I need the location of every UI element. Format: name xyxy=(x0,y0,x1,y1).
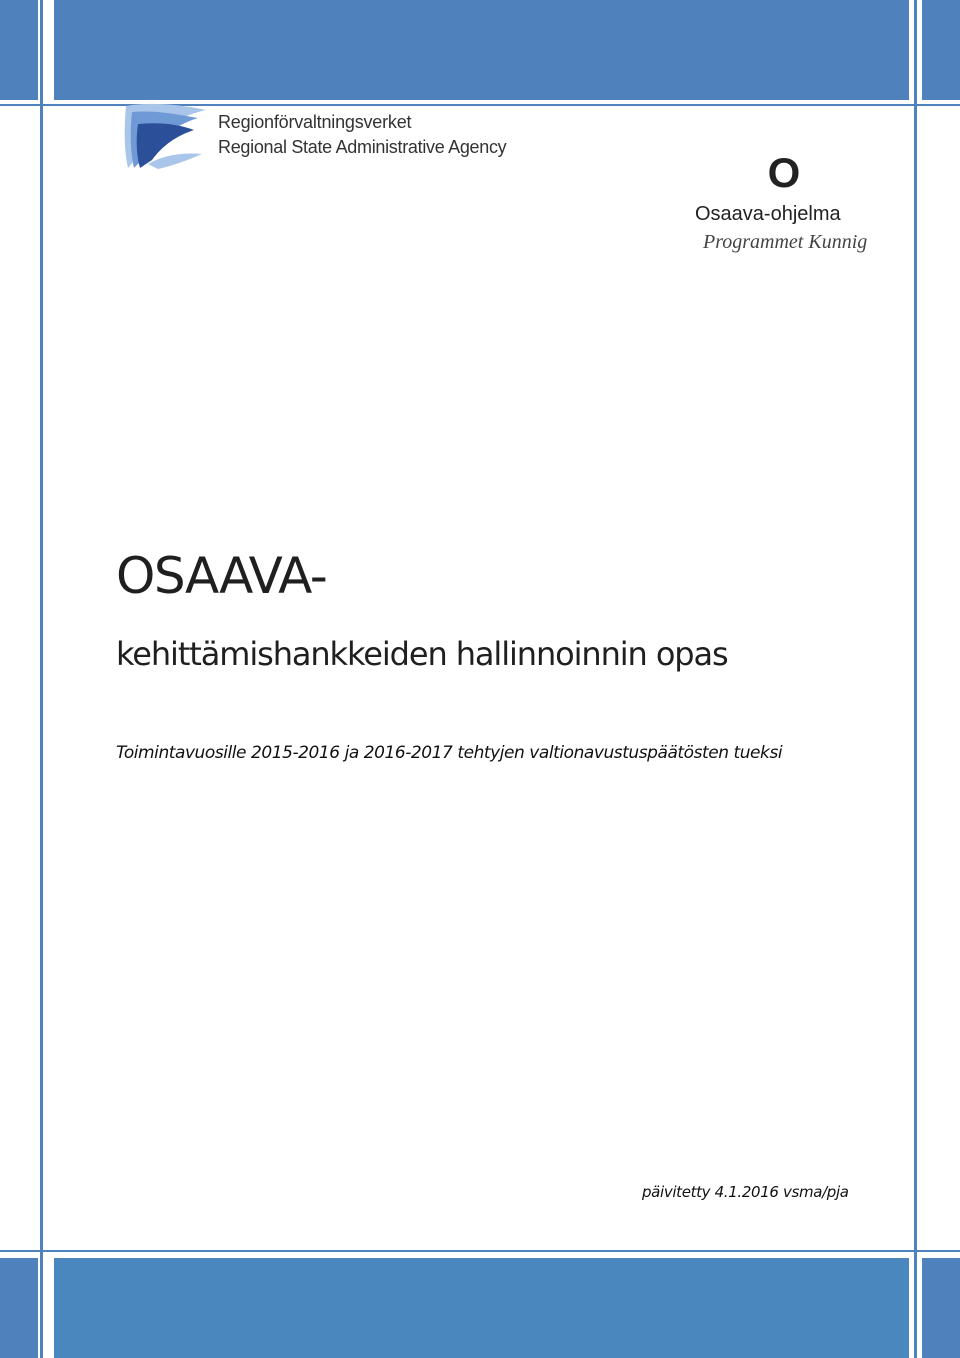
footer-band-right xyxy=(922,1258,960,1358)
document-title-continued: kehittämishankkeiden hallinnoinnin opas xyxy=(116,635,728,673)
footer-rule xyxy=(0,1250,960,1252)
document-title: OSAAVA- xyxy=(116,547,327,605)
document-subtitle: Toimintavuosille 2015-2016 ja 2016-2017 tehtyjen valtionavustuspäätösten tueksi xyxy=(116,743,783,763)
program-name-swedish: Programmet Kunnig xyxy=(703,231,868,253)
program-name: Osaava-ohjelma xyxy=(695,203,841,225)
left-rule xyxy=(40,0,43,1358)
footer-band-left xyxy=(0,1258,38,1358)
agency-name-english: Regional State Administrative Agency xyxy=(218,137,507,157)
header-band xyxy=(54,0,909,100)
header-band-left xyxy=(0,0,38,100)
agency-logo-icon xyxy=(118,100,210,170)
program-logo-mark: O xyxy=(767,149,801,196)
updated-note: päivitetty 4.1.2016 vsma/pja xyxy=(642,1183,849,1201)
footer-band xyxy=(54,1258,909,1358)
agency-name-swedish: Regionförvaltningsverket xyxy=(218,112,412,132)
right-rule xyxy=(914,0,917,1358)
header-band-right xyxy=(922,0,960,100)
